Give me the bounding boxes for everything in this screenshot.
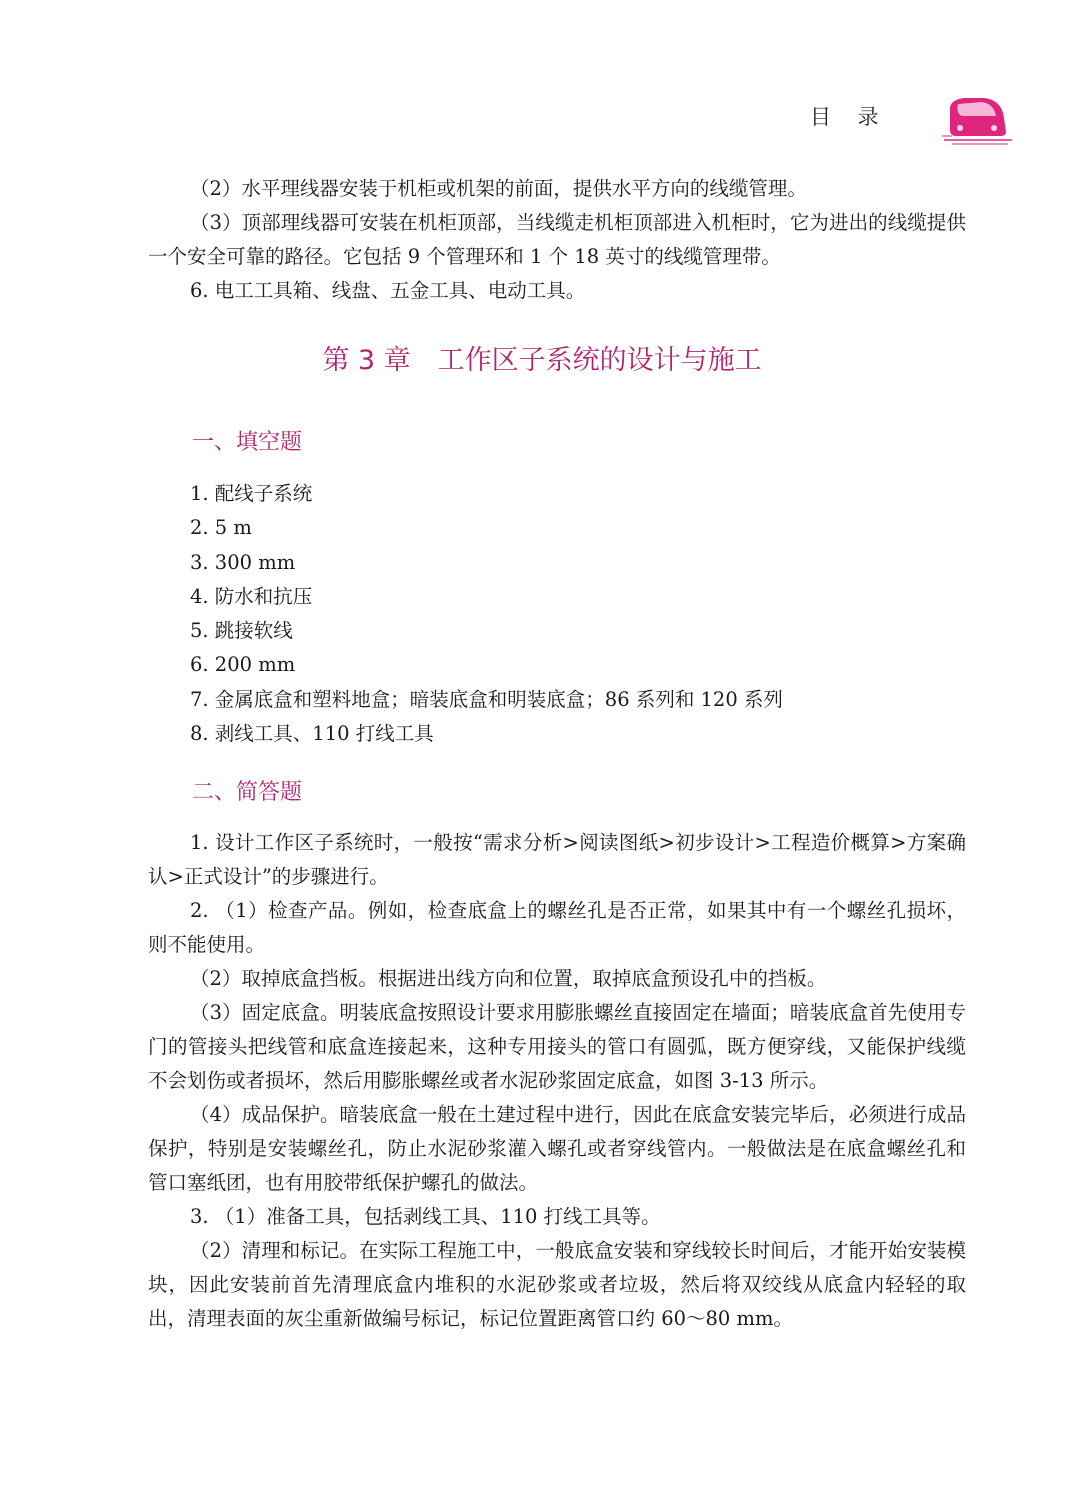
- paragraph: （2）水平理线器安装于机柜或机架的前面，提供水平方向的线缆管理。: [190, 177, 807, 200]
- short-answer-text: [148, 826, 966, 1336]
- list-item: 3. 300 mm: [190, 550, 296, 574]
- paragraph: 1. 设计工作区子系统时，一般按“需求分析>阅读图纸>初步设计>工程造价概算>方案确认>正式设计”的步骤进行。: [148, 831, 966, 888]
- paragraph: （4）成品保护。暗装底盒一般在土建过程中进行，因此在底盒安装完毕后，必须进行成品保护，特别是安装螺丝孔，防止水泥砂浆灌入螺孔或者穿线管内。一般做法是在底盒螺丝孔和管口塞纸团，也有用胶带纸保护螺孔的做法。: [148, 1103, 966, 1194]
- header-label: 目 录: [810, 105, 889, 129]
- list-item: 5. 跳接软线: [190, 619, 293, 643]
- paragraph: （3）顶部理线器可安装在机柜顶部，当线缆走机柜顶部进入机柜时，它为进出的线缆提供一个安全可靠的路径。它包括 9 个管理环和 1 个 18 英寸的线缆管理带。: [148, 211, 966, 268]
- paragraph: （2）取掉底盒挡板。根据进出线方向和位置，取掉底盒预设孔中的挡板。: [190, 967, 827, 990]
- paragraph: 6. 电工工具箱、线盘、五金工具、电动工具。: [190, 279, 586, 302]
- section-title-short-answer: 二、简答题: [192, 780, 303, 805]
- list-item: 8. 剥线工具、110 打线工具: [190, 722, 434, 746]
- train-logo-icon: [942, 92, 1014, 148]
- list-item: 6. 200 mm: [190, 653, 296, 677]
- list-item: 4. 防水和抗压: [190, 584, 313, 608]
- paragraph: （3）固定底盒。明装底盒按照设计要求用膨胀螺丝直接固定在墙面；暗装底盒首先使用专门的管接头把线管和底盒连接起来，这种专用接头的管口有圆弧，既方便穿线，又能保护线缆不会划伤或者损坏，然后用膨胀螺丝或者水泥砂浆固定底盒，如图 3-13 所示。: [148, 1001, 966, 1092]
- paragraph: 3. （1）准备工具，包括剥线工具、110 打线工具等。: [190, 1205, 661, 1228]
- answer-list: [190, 477, 950, 751]
- list-item: 2. 5 m: [190, 516, 252, 540]
- paragraph: 2. （1）检查产品。例如，检查底盒上的螺丝孔是否正常，如果其中有一个螺丝孔损坏，则不能使用。: [148, 899, 966, 956]
- list-item: 7. 金属底盒和塑料地盒；暗装底盒和明装底盒；86 系列和 120 系列: [190, 687, 783, 711]
- paragraph: （2）清理和标记。在实际工程施工中，一般底盒安装和穿线较长时间后，才能开始安装模块，因此安装前首先清理底盒内堆积的水泥砂浆或者垃圾，然后将双绞线从底盒内轻轻的取出，清理表面的灰尘重新做编号标记，标记位置距离管口约 60～80 mm。: [148, 1239, 966, 1330]
- section-title-fill-in: 一、填空题: [192, 430, 303, 455]
- intro-text: [148, 172, 966, 308]
- chapter-title: 第 3 章 工作区子系统的设计与施工: [322, 345, 762, 376]
- list-item: 1. 配线子系统: [190, 482, 313, 505]
